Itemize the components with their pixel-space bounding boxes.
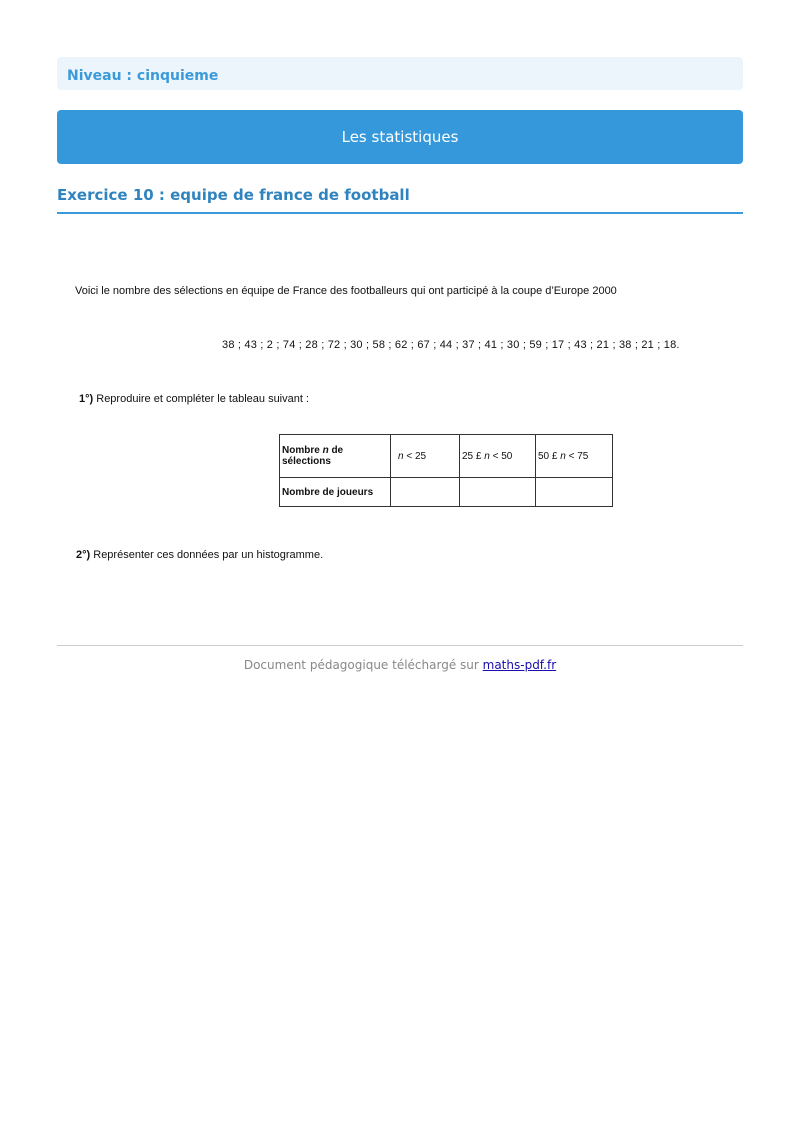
footer-divider <box>57 645 743 646</box>
row-header-selections: Nombre n de sélections <box>280 435 391 478</box>
footer-text: Document pédagogique téléchargé sur <box>243 658 483 672</box>
footer <box>57 658 743 672</box>
table-row <box>280 435 613 478</box>
data-series: 38 ; 43 ; 2 ; 74 ; 28 ; 72 ; 30 ; 58 ; 62 ; 67 ; 44 ; 37 ; 41 ; 30 ; 59 ; 17 ; 43 ; 21 ; 38 ; 21 ; 18. <box>222 339 680 351</box>
row-header-players: Nombre de joueurs <box>280 478 391 507</box>
count-cell <box>460 478 536 507</box>
chapter-title: Les statistiques <box>341 128 459 146</box>
selection-table <box>279 434 613 507</box>
interval-cell: 50 £ n < 75 <box>536 435 613 478</box>
footer-link[interactable]: maths-pdf.fr <box>482 658 557 672</box>
question-1-text: Reproduire et compléter le tableau suivant : <box>93 393 310 405</box>
question-1 <box>79 393 309 405</box>
question-2-number: 2°) <box>76 549 91 561</box>
level-label: Niveau : cinquieme <box>67 68 219 84</box>
count-cell <box>391 478 460 507</box>
exercise-intro: Voici le nombre des sélections en équipe de France des footballeurs qui ont participé à la coupe d’Europe 2000 <box>75 285 617 297</box>
table-row <box>280 478 613 507</box>
question-2-text: Représenter ces données par un histogramme. <box>90 549 324 561</box>
variable-n: n <box>322 445 329 456</box>
question-1-number: 1°) <box>79 393 94 405</box>
chapter-banner <box>57 110 743 164</box>
question-2 <box>76 549 323 561</box>
level-box <box>57 57 743 90</box>
interval-cell: 25 £ n < 50 <box>460 435 536 478</box>
count-cell <box>536 478 613 507</box>
exercise-title: Exercice 10 : equipe de france de football <box>57 186 743 214</box>
interval-cell: n < 25 <box>391 435 460 478</box>
